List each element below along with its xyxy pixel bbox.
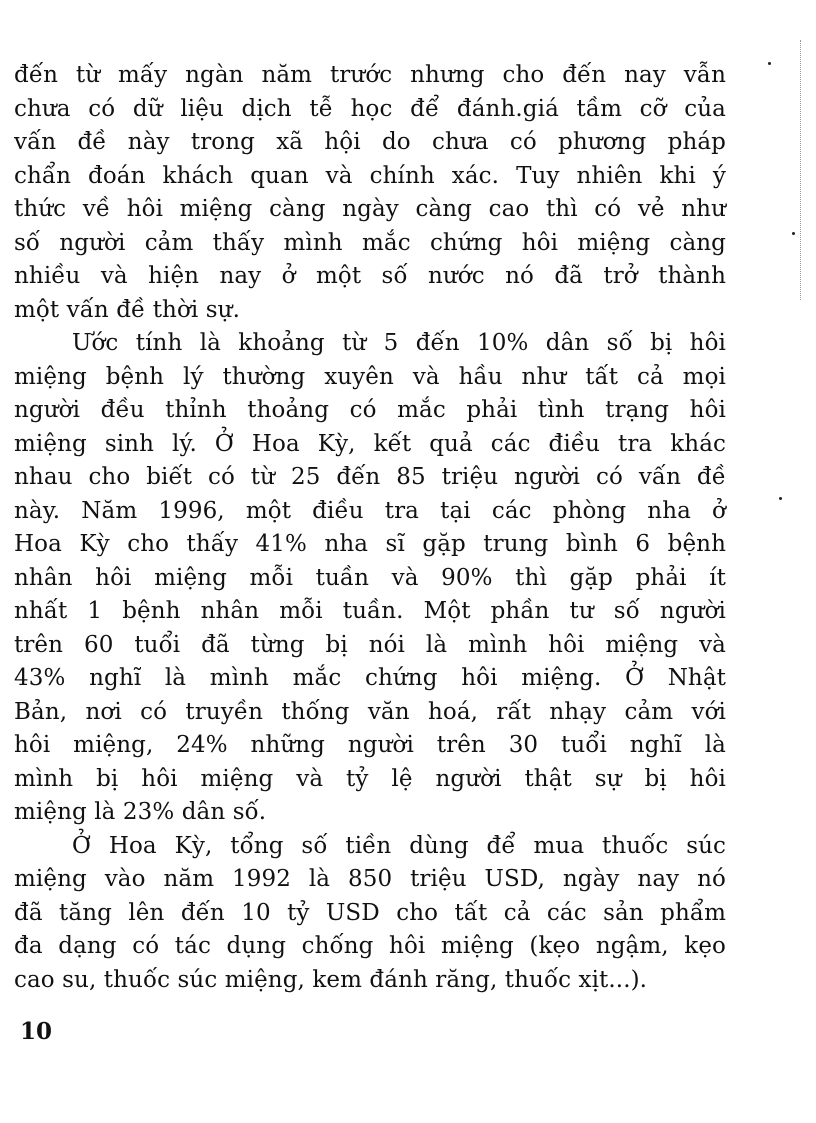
scan-artifact <box>800 40 805 300</box>
text-line: miệng sinh lý. Ở Hoa Kỳ, kết quả các điều tra khác <box>14 430 726 457</box>
text-line: Ước tính là khoảng từ 5 đến 10% dân số bị hôi <box>72 330 726 356</box>
text-line: đa dạng có tác dụng chống hôi miệng (kẹo ngậm, kẹo <box>14 933 726 959</box>
paragraph <box>14 59 726 327</box>
scan-speck <box>779 497 782 500</box>
text-line: nhiều và hiện nay ở một số nước nó đã trở thành <box>14 263 726 289</box>
text-line: đã tăng lên đến 10 tỷ USD cho tất cả các sản phẩm <box>14 899 726 926</box>
text-line: chưa có dữ liệu dịch tễ học để đánh.giá tầm cỡ của <box>14 95 726 122</box>
text-line: Hoa Kỳ cho thấy 41% nha sĩ gặp trung bình 6 bệnh <box>14 531 726 557</box>
text-line: miệng là 23% dân số. <box>14 799 267 825</box>
text-line: người đều thỉnh thoảng có mắc phải tình trạng hôi <box>14 397 726 423</box>
text-line: nhau cho biết có từ 25 đến 85 triệu người có vấn đề <box>14 464 726 490</box>
text-line: 43% nghĩ là mình mắc chứng hôi miệng. Ở Nhật <box>14 665 726 691</box>
body-text <box>14 59 726 997</box>
scan-speck <box>768 62 771 65</box>
text-line: chẩn đoán khách quan và chính xác. Tuy nhiên khi ý <box>14 162 726 189</box>
paragraph <box>14 830 726 998</box>
text-line: này. Năm 1996, một điều tra tại các phòng nha ở <box>14 497 726 524</box>
paragraph <box>14 327 726 830</box>
text-line: mình bị hôi miệng và tỷ lệ người thật sự bị hôi <box>14 765 726 792</box>
text-line: số người cảm thấy mình mắc chứng hôi miệng càng <box>14 229 726 256</box>
text-line: nhất 1 bệnh nhân mỗi tuần. Một phần tư số người <box>14 598 726 624</box>
text-line: miệng bệnh lý thường xuyên và hầu như tất cả mọi <box>14 363 726 390</box>
text-line: Bản, nơi có truyền thống văn hoá, rất nhạy cảm với <box>14 698 726 725</box>
text-line: cao su, thuốc súc miệng, kem đánh răng, thuốc xịt...). <box>14 966 648 993</box>
text-line: thức về hôi miệng càng ngày càng cao thì có vẻ như <box>14 196 726 222</box>
text-line: hôi miệng, 24% những người trên 30 tuổi nghĩ là <box>14 732 726 758</box>
page-number: 10 <box>20 1018 53 1045</box>
text-line: Ở Hoa Kỳ, tổng số tiền dùng để mua thuốc súc <box>72 832 726 859</box>
scan-speck <box>792 232 795 235</box>
text-line: nhân hôi miệng mỗi tuần và 90% thì gặp phải ít <box>14 564 726 591</box>
text-line: miệng vào năm 1992 là 850 triệu USD, ngày nay nó <box>14 866 726 892</box>
text-line: đến từ mấy ngàn năm trước nhưng cho đến nay vẫn <box>14 62 726 88</box>
text-line: một vấn đề thời sự. <box>14 296 241 323</box>
text-line: vấn đề này trong xã hội do chưa có phương pháp <box>14 129 726 155</box>
text-line: trên 60 tuổi đã từng bị nói là mình hôi miệng và <box>14 631 726 658</box>
